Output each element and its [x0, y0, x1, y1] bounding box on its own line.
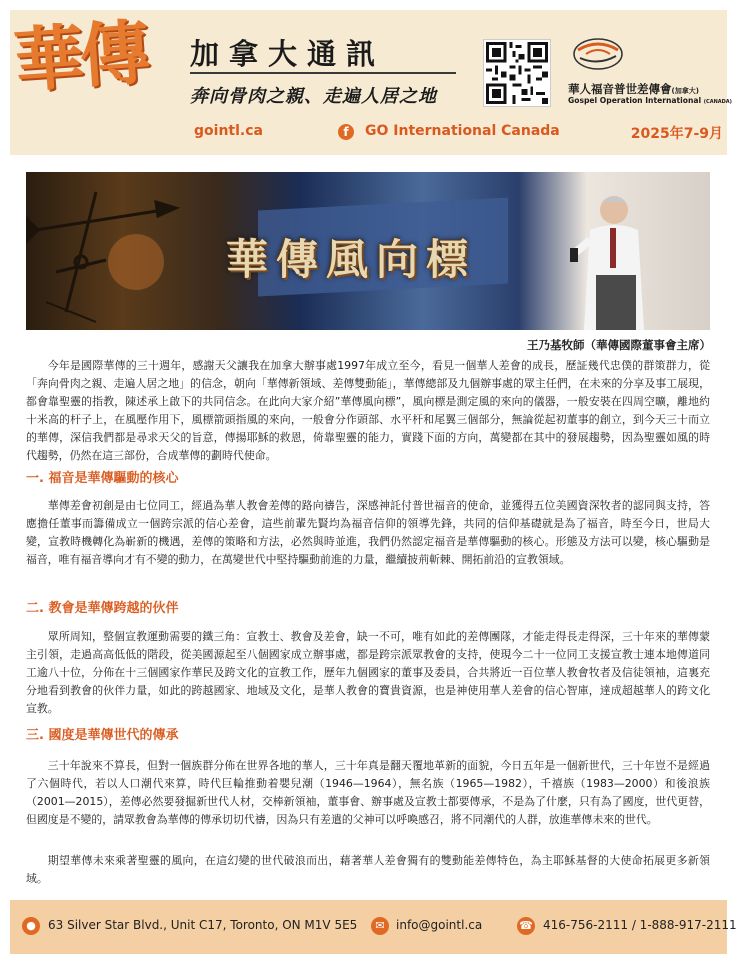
section-text-2: 眾所周知，整個宣教運動需要的鐵三角：宣教士、教會及差會，缺一不可，唯有如此的差傳團隊，才能走得長走得深，三十年來的華傳蒙主引領，走過高高低低的階段，從美國源起至八個國家成立辦事處，都是跨宗派眾教會的支持，使現今二十一位同工支援宣教士連本地傳道同工逾八十位，分佈在十三個國家作華民及跨文化的宣教工作，歷年九個國家的董事及委員，合共將近一百位華人教會牧者及信徒領袖，這裏充分地看到教會的伙伴力量，如此的跨越國家、地域及文化，是華人教會的寶貴資源，也是神使用華人差會的信心智庫，達成超越華人的跨文化宣教。 [26, 630, 710, 715]
banner-image [26, 172, 710, 330]
section-heading-1: 一. 福音是華傳驅動的核心 [26, 471, 179, 486]
org-name-chinese: 華人福音普世差傳會(加拿大) [568, 82, 699, 96]
location-pin-icon: ● [22, 917, 40, 935]
org-name-english: Gospel Operation International (CANADA) [568, 96, 732, 105]
facebook-icon[interactable]: f [338, 124, 354, 140]
footer-phone[interactable]: 416-756-2111 / 1-888-917-2111 [543, 918, 737, 932]
phone-icon: ☎ [517, 917, 535, 935]
section-text-1: 華傳差會初創是由七位同工，經過為華人教會差傳的路向禱告，深感神託付普世福音的使命，並獲得五位美國資深牧者的認同與支持，答應擔任董事而籌備成立一個跨宗派的信心差會，這些前輩先賢均為福音信仰的領導先鋒，共同的信仰基礎就是為了福音，時至今日，世局大變，宣教時機轉化為嶄新的機遇，差傳的策略和方法，必然與時並進，我們仍然認定福音是華傳驅動的核心。形態及方法可以變，核心驅動是福音，唯有福音導向才有不變的動力，在萬變世代中堅持驅動前進的力量，繼續披荊斬棘、開拓前沿的宣教領域。 [26, 499, 710, 566]
footer-address: 63 Silver Star Blvd., Unit C17, Toronto, ON M1V 5E5 [48, 918, 358, 932]
website-link[interactable]: gointl.ca [194, 123, 263, 139]
banner-title: 華傳風向標 [226, 235, 477, 284]
closing-paragraph: 期望華傳未來乘著聖靈的風向，在這幻變的世代破浪而出，藉著華人差會獨有的雙動能差傳特色，為主耶穌基督的大使命拓展更多新領域。 [26, 854, 710, 885]
section-heading-2: 二. 教會是華傳跨越的伙伴 [26, 601, 179, 616]
issue-period: 2025年7-9月 [630, 126, 723, 142]
email-icon: ✉ [371, 917, 389, 935]
intro-paragraph: 今年是國際華傳的三十週年，感謝天父讓我在加拿大辦事處1997年成立至今，看見一個華人差會的成長，歷証幾代忠僕的群策群力，從「奔向骨肉之親、走遍人居之地」的信念，朝向「華傳新領域、差傳雙動能」，華傳總部及九個辦事處的眾主任們，在未來的分享及事工展現，都會靠聖靈的指教，陳述承上啟下的共同信念。在此向大家介紹”華傳風向標”，風向標是測定風的來向的儀器，一般安裝在四周空曠，離地約十米高的杆子上，在風壓作用下，風標箭頭指風的來向，一般會分作頭部、水平杆和尾翼三個部分，無論從起初董事的創立，到今天三十而立的華傳，深信我們都是尋求天父的旨意，傳揚耶穌的救恩，倚靠聖靈的能力，實踐下面的方向，萬變都在其中的發展趨勢，因為聖靈如風的時代趨勢，仍然在這三部份，合成華傳的劃時代使命。 [26, 359, 710, 462]
qr-code-icon[interactable] [484, 40, 550, 106]
photo-caption: 王乃基牧師（華傳國際董事會主席） [527, 338, 711, 352]
section-text-3: 三十年說來不算長，但對一個族群分佈在世界各地的華人，三十年真是翻天覆地革新的面貌，今日五年是一個新世代，三十年豈不是經過了六個時代，若以人口潮代來算，時代巨輪推動着嬰兒潮（1946—1964），無名族（1965—1982），千禧族（1983—2000）和後浪族（2001—2015），差傳必然要發掘新世代人材，交棒新領袖，董事會、辦事處及宣教士都要傳承，不是為了什麼，只有為了國度，世代更替，但國度是不變的，請眾教會為華傳的傳承切切代禱，因為只有差遣的父神可以呼喚感召，將不同潮代的人群，放進華傳未來的世代。 [26, 759, 710, 826]
section-heading-3: 三. 國度是華傳世代的傳承 [26, 728, 179, 743]
brand-logo-chars: 華傳 [11, 10, 149, 103]
org-globe-logo-icon [572, 36, 624, 72]
facebook-page-link[interactable]: GO International Canada [365, 123, 560, 139]
newsletter-title: 加拿大通訊 [190, 37, 386, 71]
title-divider [190, 72, 456, 74]
footer-email[interactable]: info@gointl.ca [396, 918, 483, 932]
speaker-photo-icon [566, 180, 666, 330]
slogan: 奔向骨肉之親、走遍人居之地 [190, 86, 437, 107]
